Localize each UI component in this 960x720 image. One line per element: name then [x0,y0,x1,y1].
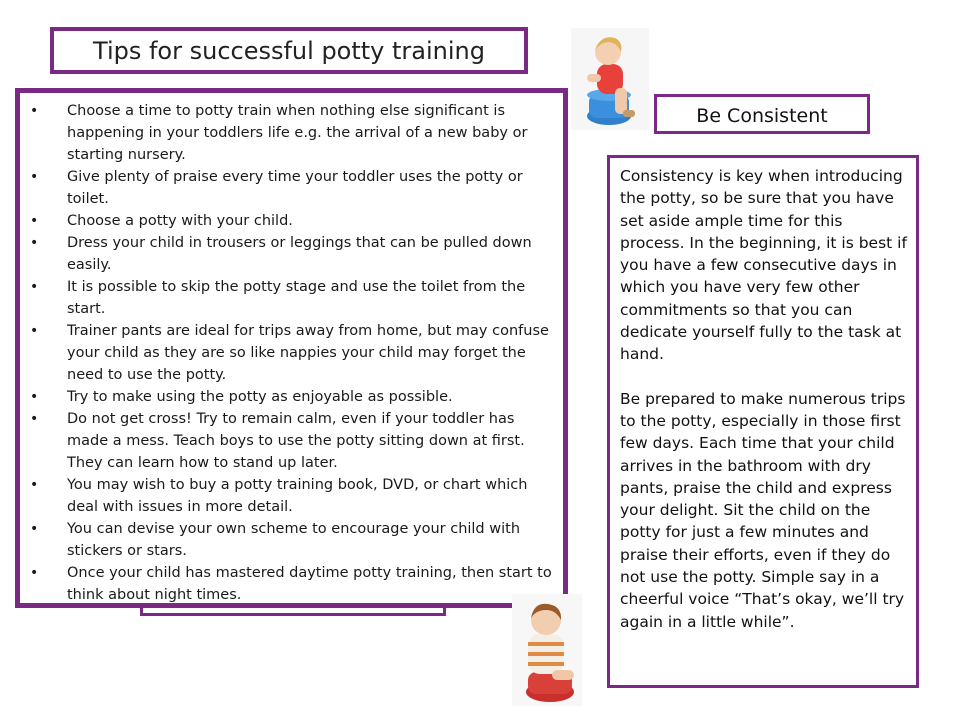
bullet-icon: • [30,477,39,493]
tips-box [15,88,568,608]
tip-item: • Once your child has mastered daytime potty training, then start to think about night times. [20,562,563,606]
page-title: Tips for successful potty training [93,37,485,65]
tips-list [20,100,563,606]
bullet-icon: • [30,521,39,537]
section-heading-box [654,94,870,134]
tip-item: • You can devise your own scheme to encourage your child with stickers or stars. [20,518,563,562]
bullet-icon: • [30,103,39,119]
tip-item: • Give plenty of praise every time your toddler uses the potty or toilet. [20,166,563,210]
consistency-text-box [607,155,919,688]
bullet-icon: • [30,389,39,405]
bullet-icon: • [30,213,39,229]
consistency-text [620,165,908,633]
paragraph: Be prepared to make numerous trips to the potty, especially in those first few days. Each time that your child arrives in the bathroom with dry pants, praise the child and express your delight. Sit the child on the potty for just a few minutes and praise their efforts, even if they do not use the potty. Simple say in a cheerful voice “That’s okay, we’ll try again in a little while”. [620,389,906,631]
tip-item: • Choose a potty with your child. [20,210,563,232]
toddler-potty-illustration [571,28,649,130]
title-box [50,27,528,74]
bullet-icon: • [30,169,39,185]
tip-item: • It is possible to skip the potty stage and use the toilet from the start. [20,276,563,320]
tip-item: • Dress your child in trousers or leggings that can be pulled down easily. [20,232,563,276]
bullet-icon: • [30,235,39,251]
bullet-icon: • [30,279,39,295]
tip-item: • Try to make using the potty as enjoyable as possible. [20,386,563,408]
tip-item: • Do not get cross! Try to remain calm, even if your toddler has made a mess. Teach boys to use the potty sitting down at first. They can learn how to stand up later. [20,408,563,474]
tip-item: • You may wish to buy a potty training book, DVD, or chart which deal with issues in more detail. [20,474,563,518]
paragraph: Consistency is key when introducing the potty, so be sure that you have set aside ample time for this process. In the beginning, it is best if you have a few consecutive days in which you have very few other commitments so that you can dedicate yourself fully to the task at hand. [620,167,907,364]
bullet-icon: • [30,323,39,339]
child-on-potty-photo [512,594,582,706]
bullet-icon: • [30,411,39,427]
tip-item: • Choose a time to potty train when nothing else significant is happening in your toddlers life e.g. the arrival of a new baby or starting nursery. [20,100,563,166]
tip-item: • Trainer pants are ideal for trips away from home, but may confuse your child as they are so like nappies your child may forget the need to use the potty. [20,320,563,386]
toddler-on-potty-photo [571,28,649,130]
bullet-icon: • [30,565,39,581]
child-potty-illustration [512,594,582,706]
section-heading: Be Consistent [696,105,828,127]
